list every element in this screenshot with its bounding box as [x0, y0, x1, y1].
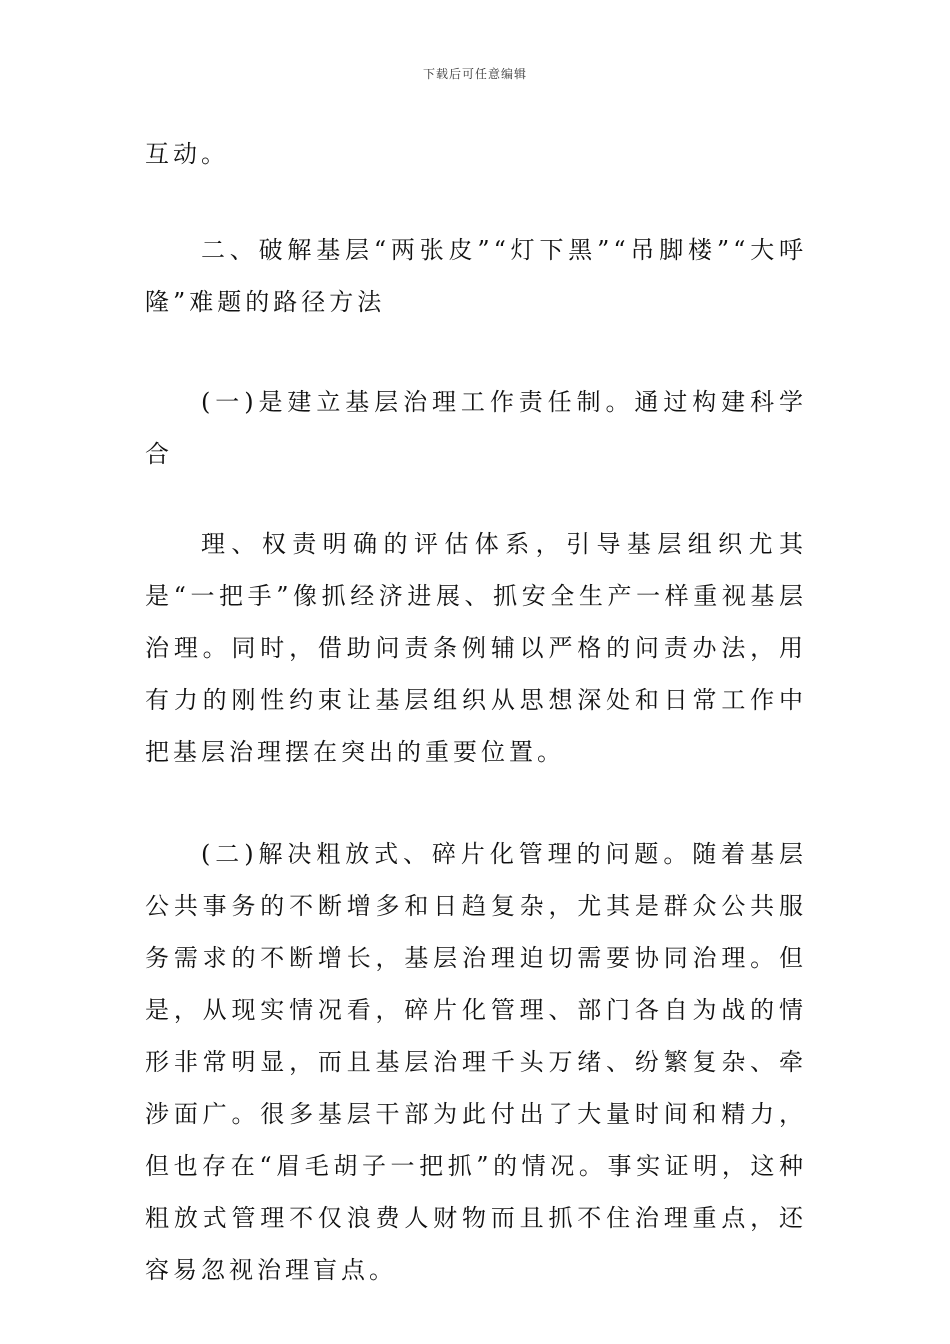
paragraph-item-2: (二)解决粗放式、碎片化管理的问题。随着基层公共事务的不断增多和日趋复杂，尤其是群众公共服务需求的不断增长，基层治理迫切需要协同治理。但是，从现实情况看，碎片化管理、部门各自为战的情形非常明显，而且基层治理千头万绪、纷繁复杂、牵涉面广。很多基层干部为此付出了大量时间和精力，但也存在“眉毛胡子一把抓”的情况。事实证明，这种粗放式管理不仅浪费人财物而且抓不住治理重点，还容易忽视治理盲点。 [145, 840, 807, 1284]
page-header-note: 下载后可任意编辑 [422, 67, 527, 81]
paragraph-continuation: 互动。 [145, 140, 229, 168]
paragraph-item-1-body: 理、权责明确的评估体系，引导基层组织尤其是“一把手”像抓经济进展、抓安全生产一样重视基层治理。同时，借助问责条例辅以严格的问责办法，用有力的刚性约束让基层组织从思想深处和日常工作中把基层治理摆在突出的重要位置。 [145, 530, 807, 766]
section-heading: 二、破解基层“两张皮”“灯下黑”“吊脚楼”“大呼隆”难题的路径方法 [145, 236, 807, 316]
document-body [145, 128, 807, 1296]
paragraph-item-1-lead: (一)是建立基层治理工作责任制。通过构建科学合 [145, 388, 807, 468]
